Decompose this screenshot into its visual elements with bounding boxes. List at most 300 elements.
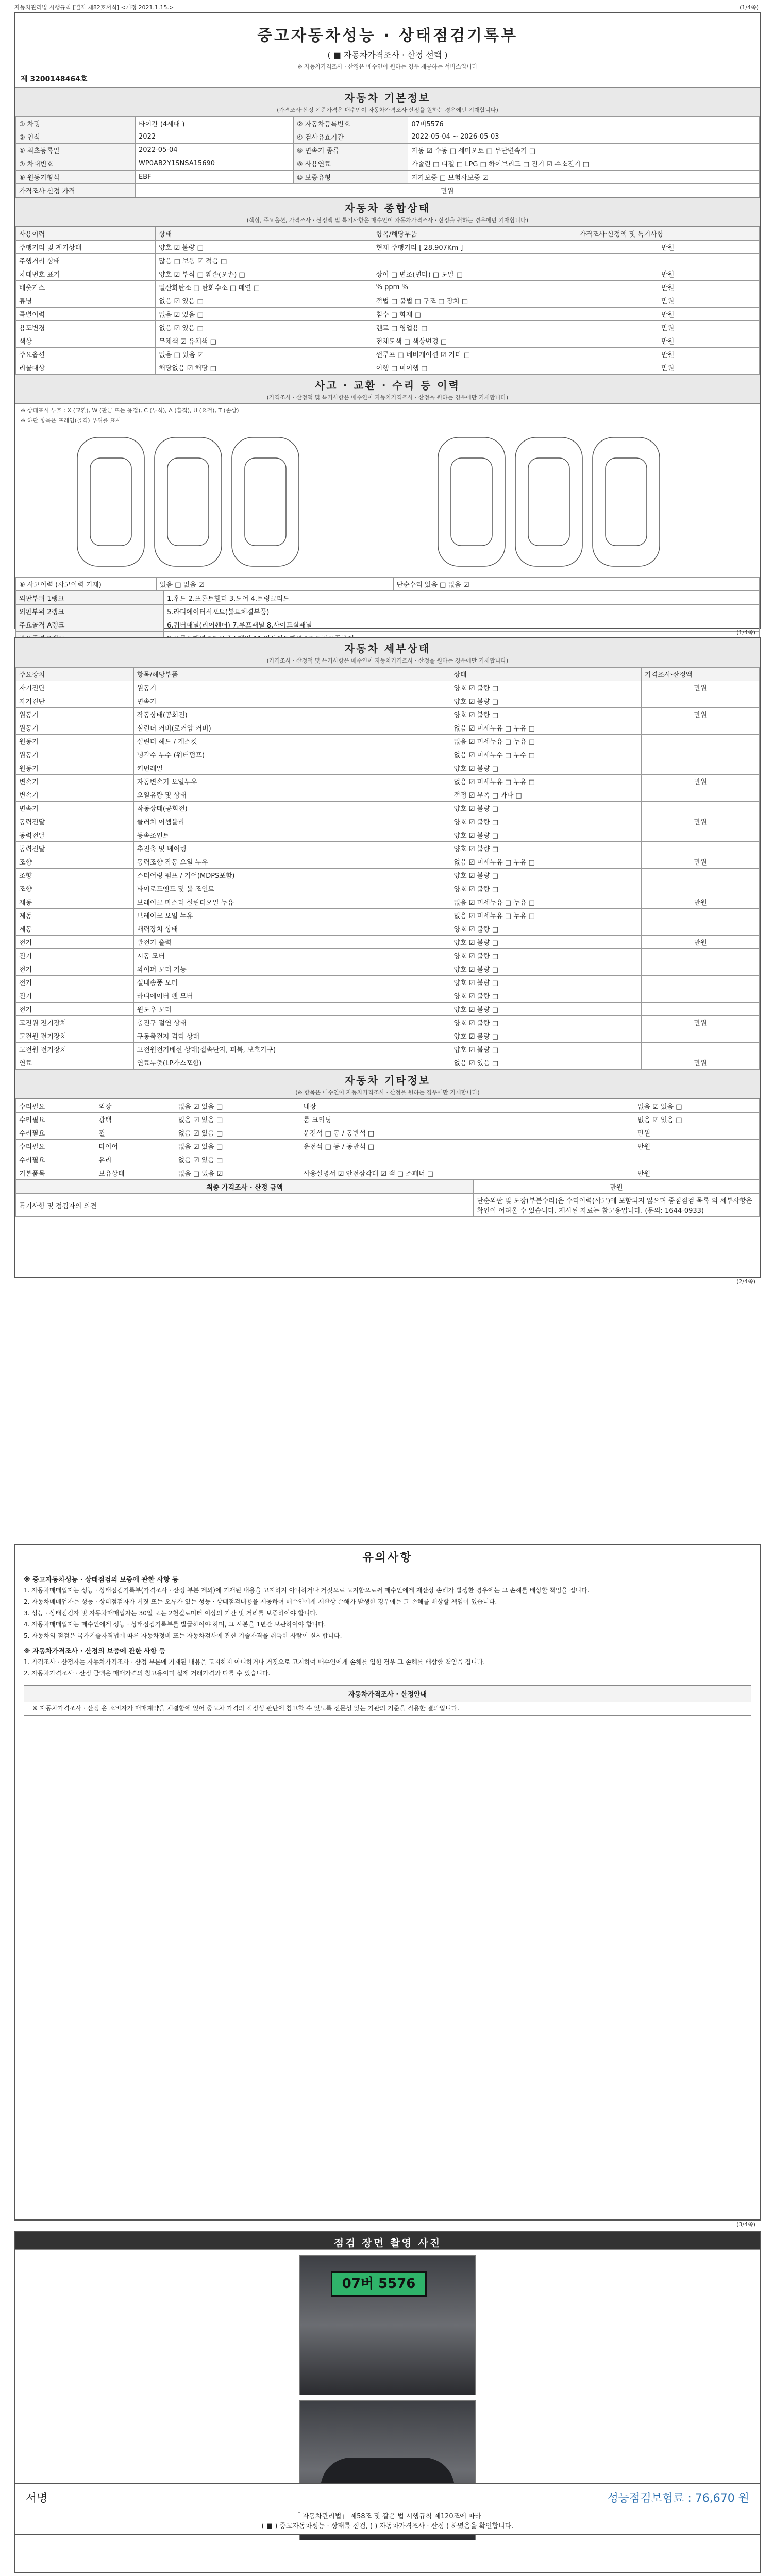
- other-cell: 없음 ☑ 있음 □: [634, 1099, 759, 1113]
- detail-row: [16, 949, 760, 962]
- summary-cell: 주행거리 상태: [16, 254, 156, 267]
- detail-cell: 만원: [642, 775, 760, 788]
- detail-cell: 양호 ☑ 불량 □: [450, 681, 642, 694]
- section-note: (색상, 주요옵션, 가격조사 · 산정액 및 특기사항은 매수인이 자동차가격조사 · 산정을 원하는 경우에만 기재합니다): [246, 217, 529, 224]
- detail-row: [16, 828, 760, 842]
- detail-cell: 만원: [642, 681, 760, 694]
- other-cell: 없음 □ 있음 ☑: [175, 1166, 300, 1180]
- detail-cell: 고전원 전기장치: [16, 1016, 134, 1029]
- basic-info-row: [16, 144, 760, 157]
- summary-cell: 해당없음 ☑ 해당 □: [156, 361, 373, 375]
- basic-info-label: ⑦ 차대번호: [16, 157, 136, 171]
- document-note: ※ 자동차가격조사 · 산정은 매수인이 원하는 경우 제공하는 서비스입니다: [297, 63, 478, 70]
- accident-legend-2: ※ 하단 항목은 프레임(골격) 부위를 표시: [21, 417, 121, 424]
- detail-cell: 적정 ☑ 부족 □ 과다 □: [450, 788, 642, 802]
- basic-info-label: ⑧ 사용연료: [293, 157, 408, 171]
- summary-cell: % ppm %: [373, 281, 576, 294]
- detail-header-cell: 주요장치: [16, 668, 134, 681]
- other-cell: 기본품목: [16, 1166, 95, 1180]
- basic-info-label: ④ 검사유효기간: [293, 130, 408, 144]
- notice-title: 유의사항: [362, 1551, 413, 1564]
- basic-info-value: 07버5576: [408, 117, 760, 130]
- detail-cell: 양호 ☑ 불량 □: [450, 802, 642, 815]
- other-cell: 없음 ☑ 있음 □: [175, 1099, 300, 1113]
- detail-cell: 브레이크 오일 누유: [133, 909, 450, 922]
- section-title: 자동차 기타정보: [344, 1074, 431, 1087]
- other-cell: 휠: [95, 1126, 175, 1140]
- detail-row: [16, 761, 760, 775]
- signature-block: [14, 2483, 761, 2535]
- detail-cell: 클러치 어셈블리: [133, 815, 450, 828]
- summary-section: [15, 197, 760, 227]
- detail-cell: 양호 ☑ 불량 □: [450, 1003, 642, 1016]
- summary-cell: 만원: [576, 334, 760, 348]
- detail-cell: 윈도우 모터: [133, 1003, 450, 1016]
- other-row: [16, 1140, 760, 1153]
- detail-cell: [642, 802, 760, 815]
- notice-items-2: [15, 1657, 760, 1678]
- summary-cell: 침수 □ 화재 □: [373, 308, 576, 321]
- other-cell: 없음 ☑ 있음 □: [634, 1113, 759, 1126]
- basic-info-value: 2022-05-04: [136, 144, 294, 157]
- basic-info-row: [16, 157, 760, 171]
- document-subtitle: ( ■ 자동차가격조사 · 산정 선택 ): [327, 50, 448, 60]
- summary-row: [16, 241, 760, 254]
- detail-cell: 냉각수 누수 (워터펌프): [133, 748, 450, 761]
- detail-cell: 실린더 헤드 / 개스킷: [133, 735, 450, 748]
- summary-cell: 현재 주행거리 [ 28,907Km ]: [373, 241, 576, 254]
- price-guide-box: [24, 1685, 751, 1716]
- detail-row: [16, 708, 760, 721]
- summary-row: [16, 294, 760, 308]
- other-cell: 없음 ☑ 있음 □: [175, 1113, 300, 1126]
- detail-cell: 동력조향 작동 오일 누유: [133, 855, 450, 869]
- detail-row: [16, 909, 760, 922]
- detail-row: [16, 989, 760, 1003]
- summary-row: [16, 321, 760, 334]
- other-cell: 사용설명서 ☑ 안전삼각대 ☑ 잭 □ 스패너 □: [300, 1166, 634, 1180]
- other-cell: 운전석 □ 동 / 동반석 □: [300, 1140, 634, 1153]
- section-title: 점검 장면 촬영 사진: [333, 2236, 442, 2249]
- detail-cell: 자기진단: [16, 694, 134, 708]
- detail-cell: 없음 ☑ 미세누유 □ 누유 □: [450, 895, 642, 909]
- other-cell: 룸 크리닝: [300, 1113, 634, 1126]
- detail-cell: [642, 694, 760, 708]
- accident-group-parts: 5.라디에이터서포트(볼트체결부품): [163, 605, 759, 618]
- summary-cell: 배출가스: [16, 281, 156, 294]
- detail-row: [16, 815, 760, 828]
- accident-section: [15, 375, 760, 404]
- detail-cell: 스티어링 펌프 / 기어(MDPS포함): [133, 869, 450, 882]
- notice-item: 3. 성능 · 상태점검자 및 자동차매매업자는 30일 또는 2천킬로미터 이상의 기간 및 거리를 보증하여야 합니다.: [24, 1609, 318, 1617]
- detail-cell: 양호 ☑ 불량 □: [450, 976, 642, 989]
- other-row: [16, 1126, 760, 1140]
- accident-group-label: 외판부위 1랭크: [16, 591, 164, 605]
- accident-group-row: [16, 591, 760, 605]
- other-cell: 수리필요: [16, 1113, 95, 1126]
- detail-cell: [642, 1029, 760, 1043]
- detail-cell: 양호 ☑ 불량 □: [450, 869, 642, 882]
- detail-cell: 고전원전기배선 상태(접속단자, 피복, 보호기구): [133, 1043, 450, 1056]
- detail-cell: [642, 1003, 760, 1016]
- basic-info-label: ② 자동차등록번호: [293, 117, 408, 130]
- detail-cell: 조향: [16, 855, 134, 869]
- legal-line-2: ( ■ ) 중고자동차성능 · 상태를 점검, ( ) 자동차가격조사 · 산정 ) 하였음을 확인합니다.: [261, 2522, 514, 2530]
- detail-cell: 동력전달: [16, 828, 134, 842]
- detail-cell: 양호 ☑ 불량 □: [450, 882, 642, 895]
- accident-group-label: 주요골격 A랭크: [16, 618, 164, 632]
- summary-cell: 만원: [576, 361, 760, 375]
- detail-row: [16, 869, 760, 882]
- detail-cell: 자동변속기 오일누유: [133, 775, 450, 788]
- detail-cell: 시동 모터: [133, 949, 450, 962]
- summary-cell: 색상: [16, 334, 156, 348]
- basic-info-label: ① 차명: [16, 117, 136, 130]
- notice-heading-2: ※ 자동차가격조사 · 산정의 보증에 관한 사항 등: [24, 1648, 166, 1655]
- detail-cell: 양호 ☑ 불량 □: [450, 936, 642, 949]
- detail-cell: 양호 ☑ 불량 □: [450, 815, 642, 828]
- summary-cell: [373, 254, 576, 267]
- detail-row: [16, 842, 760, 855]
- basic-info-value: EBF: [136, 171, 294, 184]
- detail-header-cell: 항목/해당부품: [133, 668, 450, 681]
- detail-cell: 브레이크 마스터 실린더오일 누유: [133, 895, 450, 909]
- accident-legend: ※ 상태표시 부호 : X (교환), W (판금 또는 용접), C (부식), A (흠집), U (요철), T (손상): [21, 407, 239, 414]
- detail-cell: 추진축 및 베어링: [133, 842, 450, 855]
- basic-info-value: 자가보증 □ 보험사보증 ☑: [408, 171, 760, 184]
- detail-row: [16, 694, 760, 708]
- detail-cell: [642, 761, 760, 775]
- section-note: (가격조사·산정 기준가격은 매수인이 자동차가격조사·산정을 원하는 경우에만 기재합니다): [277, 107, 498, 113]
- basic-info-value: 2022: [136, 130, 294, 144]
- price-guide-title: 자동차가격조사 · 산정안내: [24, 1686, 751, 1702]
- summary-cell: 썬루프 □ 네비게이션 ☑ 기타 □: [373, 348, 576, 361]
- accident-group-row: [16, 618, 760, 632]
- summary-cell: 없음 ☑ 있음 □: [156, 294, 373, 308]
- summary-row: [16, 348, 760, 361]
- detail-cell: 오일유량 및 상태: [133, 788, 450, 802]
- summary-row: [16, 334, 760, 348]
- detail-cell: 원동기: [16, 735, 134, 748]
- detail-row: [16, 1016, 760, 1029]
- detail-row: [16, 721, 760, 735]
- accident-table: [15, 577, 760, 591]
- detail-cell: [642, 869, 760, 882]
- summary-row: [16, 267, 760, 281]
- detail-cell: 없음 ☑ 있음 □: [450, 1056, 642, 1070]
- final-price-unit: 만원: [474, 1180, 760, 1194]
- accident-history-value: 있음 □ 없음 ☑: [157, 578, 394, 591]
- section-title: 자동차 종합상태: [344, 202, 431, 214]
- page-foot-2: (2/4쪽): [736, 1278, 755, 1285]
- detail-cell: 만원: [642, 936, 760, 949]
- detail-cell: 변속기: [16, 775, 134, 788]
- detail-cell: 양호 ☑ 불량 □: [450, 694, 642, 708]
- detail-cell: 제동: [16, 922, 134, 936]
- detail-cell: 작동상태(공회전): [133, 708, 450, 721]
- summary-cell: 무채색 ☑ 유채색 □: [156, 334, 373, 348]
- notice-heading-1: ※ 중고자동차성능 · 상태점검의 보증에 관한 사항 등: [24, 1576, 179, 1584]
- basic-info-value: WP0AB2Y1SNSA15690: [136, 157, 294, 171]
- summary-cell: 렌트 □ 영업용 □: [373, 321, 576, 334]
- basic-info-label: ⑥ 변속기 종류: [293, 144, 408, 157]
- notice-item: 2. 자동차매매업자는 성능 · 상태점검자가 거짓 또는 오류가 있는 성능 · 상태점검내용을 제공하여 매수인에게 재산상 손해가 발생한 경우에는 그 손해를 배상할 책임이 있습니다.: [24, 1598, 497, 1605]
- detail-row: [16, 976, 760, 989]
- detail-cell: 고전원 전기장치: [16, 1029, 134, 1043]
- detail-table: [15, 667, 760, 1070]
- section-title: 사고 · 교환 · 수리 등 이력: [315, 379, 460, 392]
- detail-cell: 만원: [642, 708, 760, 721]
- detail-cell: 없음 ☑ 미세누유 □ 누유 □: [450, 909, 642, 922]
- car-outline-diagram: [15, 427, 760, 577]
- detail-cell: 조향: [16, 869, 134, 882]
- detail-cell: 없음 ☑ 미세누유 □ 누유 □: [450, 721, 642, 735]
- basic-info-label: ③ 연식: [16, 130, 136, 144]
- detail-cell: 작동상태(공회전): [133, 802, 450, 815]
- other-cell: 타이어: [95, 1140, 175, 1153]
- detail-cell: 전기: [16, 976, 134, 989]
- detail-cell: [642, 735, 760, 748]
- detail-cell: 만원: [642, 815, 760, 828]
- detail-row: [16, 1003, 760, 1016]
- summary-cell: 없음 ☑ 있음 □: [156, 321, 373, 334]
- detail-cell: 만원: [642, 895, 760, 909]
- other-section: [15, 1070, 760, 1099]
- detail-cell: 양호 ☑ 불량 □: [450, 1043, 642, 1056]
- detail-cell: 양호 ☑ 불량 □: [450, 1029, 642, 1043]
- detail-row: [16, 1056, 760, 1070]
- summary-row: [16, 254, 760, 267]
- detail-cell: 양호 ☑ 불량 □: [450, 1016, 642, 1029]
- other-cell: 광택: [95, 1113, 175, 1126]
- detail-row: [16, 775, 760, 788]
- summary-cell: 없음 □ 있음 ☑: [156, 348, 373, 361]
- detail-cell: [642, 788, 760, 802]
- detail-cell: 타이로드엔드 및 볼 조인트: [133, 882, 450, 895]
- notice-item: 4. 자동차매매업자는 매수인에게 성능 · 상태점검기록부를 발급하여야 하며, 그 사본을 1년간 보관하여야 합니다.: [24, 1621, 326, 1628]
- other-cell: 만원: [634, 1126, 759, 1140]
- detail-cell: 전기: [16, 936, 134, 949]
- section-note: (가격조사 · 산정액 및 특기사항은 매수인이 자동차가격조사 · 산정을 원하는 경우에만 기재합니다): [266, 657, 509, 664]
- other-row: [16, 1113, 760, 1126]
- other-cell: 운전석 □ 동 / 동반석 □: [300, 1126, 634, 1140]
- summary-cell: 만원: [576, 348, 760, 361]
- detail-cell: 양호 ☑ 불량 □: [450, 989, 642, 1003]
- summary-cell: 용도변경: [16, 321, 156, 334]
- detail-cell: 원동기: [16, 761, 134, 775]
- summary-header-cell: 항목/해당부품: [373, 227, 576, 241]
- summary-cell: 차대번호 표기: [16, 267, 156, 281]
- license-plate: 07버 5576: [331, 2271, 427, 2297]
- accident-group-parts: 6.쿼터패널(리어휀더) 7.루프패널 8.사이드실패널: [163, 618, 759, 632]
- detail-cell: 변속기: [133, 694, 450, 708]
- simple-repair-value: 단순수리 있음 □ 없음 ☑: [393, 578, 759, 591]
- final-price-table: [15, 1180, 760, 1217]
- accident-group-row: [16, 605, 760, 618]
- detail-cell: 양호 ☑ 불량 □: [450, 949, 642, 962]
- basic-info-label: ⑨ 원동기형식: [16, 171, 136, 184]
- notice-item: 1. 자동차매매업자는 성능 · 상태점검기록부(가격조사 · 산정 부분 제외)에 기재된 내용을 고지하지 아니하거나 거짓으로 고지함으로써 매수인에게 재산상 손해가 발생한 경우에는 그 손해를 배상할 책임을 집니다.: [24, 1587, 590, 1594]
- other-cell: 보유상태: [95, 1166, 175, 1180]
- section-note: (※ 항목은 매수인이 자동차가격조사 · 산정을 원하는 경우에만 기재합니다): [295, 1089, 480, 1096]
- detail-cell: 실내송풍 모터: [133, 976, 450, 989]
- basic-info-row: [16, 171, 760, 184]
- detail-row: [16, 735, 760, 748]
- detail-cell: [642, 922, 760, 936]
- detail-cell: [642, 909, 760, 922]
- detail-cell: [642, 721, 760, 735]
- detail-cell: 와이퍼 모터 기능: [133, 962, 450, 976]
- special-notes-label: 특기사항 및 점검자의 의견: [16, 1194, 474, 1217]
- summary-header-cell: 가격조사·산정액 및 특기사항: [576, 227, 760, 241]
- basic-info-label: ⑩ 보증유형: [293, 171, 408, 184]
- detail-row: [16, 1029, 760, 1043]
- accident-group-parts: 1.후드 2.프론트휀더 3.도어 4.트렁크리드: [163, 591, 759, 605]
- detail-cell: 만원: [642, 1056, 760, 1070]
- basic-info-value: 타이칸 (4세대 ): [136, 117, 294, 130]
- price-unit: 만원: [136, 184, 760, 197]
- detail-cell: 발전기 출력: [133, 936, 450, 949]
- detail-cell: 원동기: [16, 748, 134, 761]
- summary-cell: 주요옵션: [16, 348, 156, 361]
- other-cell: 만원: [634, 1140, 759, 1153]
- detail-header-cell: 가격조사·산정액: [642, 668, 760, 681]
- summary-cell: 만원: [576, 321, 760, 334]
- detail-cell: 없음 ☑ 미세누유 □ 누유 □: [450, 775, 642, 788]
- other-row: [16, 1099, 760, 1113]
- detail-row: [16, 855, 760, 869]
- other-row: [16, 1153, 760, 1166]
- page-1: [14, 12, 761, 629]
- other-cell: 없음 ☑ 있음 □: [175, 1126, 300, 1140]
- detail-cell: 양호 ☑ 불량 □: [450, 708, 642, 721]
- detail-row: [16, 895, 760, 909]
- summary-cell: 주행거리 및 계기상태: [16, 241, 156, 254]
- basic-info-value: 2022-05-04 ~ 2026-05-03: [408, 130, 760, 144]
- summary-cell: 일산화탄소 □ 탄화수소 □ 매연 □: [156, 281, 373, 294]
- detail-cell: 양호 ☑ 불량 □: [450, 828, 642, 842]
- summary-table: [15, 227, 760, 375]
- detail-cell: 고전원 전기장치: [16, 1043, 134, 1056]
- summary-cell: 양호 ☑ 부식 □ 훼손(오손) □: [156, 267, 373, 281]
- document-title: 중고자동차성능 · 상태점검기록부: [257, 27, 518, 45]
- legal-line-1: 「 자동차관리법」 제58조 및 같은 법 시행규칙 제120조에 따라: [293, 2513, 482, 2520]
- summary-cell: 리콜대상: [16, 361, 156, 375]
- detail-section: [15, 638, 760, 667]
- summary-cell: 만원: [576, 281, 760, 294]
- page-2: [14, 637, 761, 1278]
- document-number: 제 3200148464호: [21, 75, 88, 83]
- detail-cell: 실린더 커버(로커암 커버): [133, 721, 450, 735]
- basic-info-row: [16, 130, 760, 144]
- detail-cell: 만원: [642, 1016, 760, 1029]
- detail-cell: 만원: [642, 855, 760, 869]
- other-cell: 내장: [300, 1099, 634, 1113]
- detail-cell: 제동: [16, 895, 134, 909]
- detail-cell: 구동축전지 격리 상태: [133, 1029, 450, 1043]
- inspection-photo-front: [299, 2255, 476, 2395]
- detail-cell: 원동기: [16, 708, 134, 721]
- detail-cell: [642, 748, 760, 761]
- summary-cell: 튜닝: [16, 294, 156, 308]
- detail-cell: 충전구 절연 상태: [133, 1016, 450, 1029]
- car-diagram: [15, 427, 760, 577]
- other-table: [15, 1099, 760, 1180]
- other-cell: [634, 1153, 759, 1166]
- detail-cell: 커먼레일: [133, 761, 450, 775]
- detail-cell: 없음 ☑ 미세누유 □ 누유 □: [450, 855, 642, 869]
- price-row: [16, 184, 760, 197]
- detail-cell: [642, 828, 760, 842]
- other-row: [16, 1166, 760, 1180]
- section-note: (가격조사 · 산정액 및 특기사항은 매수인이 자동차가격조사 · 산정을 원하는 경우에만 기재합니다): [266, 394, 509, 401]
- other-cell: 유리: [95, 1153, 175, 1166]
- detail-cell: [642, 989, 760, 1003]
- detail-cell: 동력전달: [16, 815, 134, 828]
- detail-row: [16, 1043, 760, 1056]
- notice-items: [15, 1586, 760, 1640]
- detail-cell: 변속기: [16, 802, 134, 815]
- detail-cell: [642, 1043, 760, 1056]
- section-title: 자동차 기본정보: [344, 92, 431, 104]
- basic-info-table: [15, 116, 760, 197]
- detail-cell: [642, 842, 760, 855]
- detail-cell: 조향: [16, 882, 134, 895]
- detail-row: [16, 922, 760, 936]
- form-header-left: 자동차관리법 시행규칙 [별지 제82호서식] <개정 2021.1.15.>: [14, 4, 174, 11]
- other-cell: 수리필요: [16, 1153, 95, 1166]
- detail-cell: [642, 882, 760, 895]
- detail-cell: 원동기: [133, 681, 450, 694]
- price-guide-text: ※ 자동차가격조사 · 산정 은 소비자가 매매계약을 체결함에 있어 중고차 가격의 적정성 판단에 참고할 수 있도록 전문성 있는 기관의 기준을 적용한 결과입니다.: [32, 1705, 460, 1712]
- detail-cell: 없음 ☑ 미세누유 □ 누유 □: [450, 735, 642, 748]
- detail-cell: [642, 976, 760, 989]
- detail-cell: 배력장치 상태: [133, 922, 450, 936]
- page-3: [14, 1544, 761, 2221]
- detail-cell: 등속조인트: [133, 828, 450, 842]
- detail-cell: 라디에이터 팬 모터: [133, 989, 450, 1003]
- detail-cell: 전기: [16, 949, 134, 962]
- detail-cell: 동력전달: [16, 842, 134, 855]
- summary-row: [16, 308, 760, 321]
- detail-row: [16, 788, 760, 802]
- basic-info-section: [15, 87, 760, 116]
- other-cell: 없음 ☑ 있음 □: [175, 1140, 300, 1153]
- detail-header-cell: 상태: [450, 668, 642, 681]
- basic-info-row: [16, 117, 760, 130]
- detail-cell: 연료: [16, 1056, 134, 1070]
- basic-info-value: 자동 ☑ 수동 □ 세미오토 □ 무단변속기 □: [408, 144, 760, 157]
- page-foot-1: (1/4쪽): [736, 629, 755, 636]
- detail-cell: 원동기: [16, 721, 134, 735]
- detail-cell: [642, 949, 760, 962]
- price-label: 가격조사·산정 가격: [16, 184, 136, 197]
- page-foot-3: (3/4쪽): [736, 2221, 755, 2228]
- section-title: 자동차 세부상태: [344, 642, 431, 655]
- summary-cell: 적법 □ 불법 □ 구조 □ 장치 □: [373, 294, 576, 308]
- detail-cell: 자기진단: [16, 681, 134, 694]
- inspection-fee: 성능점검보험료 : 76,670 원: [607, 2492, 749, 2505]
- photo-section: [15, 2232, 760, 2250]
- detail-cell: 전기: [16, 962, 134, 976]
- summary-header-cell: 상태: [156, 227, 373, 241]
- summary-cell: 양호 ☑ 불량 □: [156, 241, 373, 254]
- detail-cell: 없음 ☑ 미세누수 □ 누수 □: [450, 748, 642, 761]
- notice-item: 5. 자동차의 점검은 국가기술자격법에 따른 자동차정비 또는 자동차검사에 관한 기술자격을 취득한 사람이 실시합니다.: [24, 1632, 342, 1639]
- detail-row: [16, 802, 760, 815]
- other-cell: 외장: [95, 1099, 175, 1113]
- detail-row: [16, 882, 760, 895]
